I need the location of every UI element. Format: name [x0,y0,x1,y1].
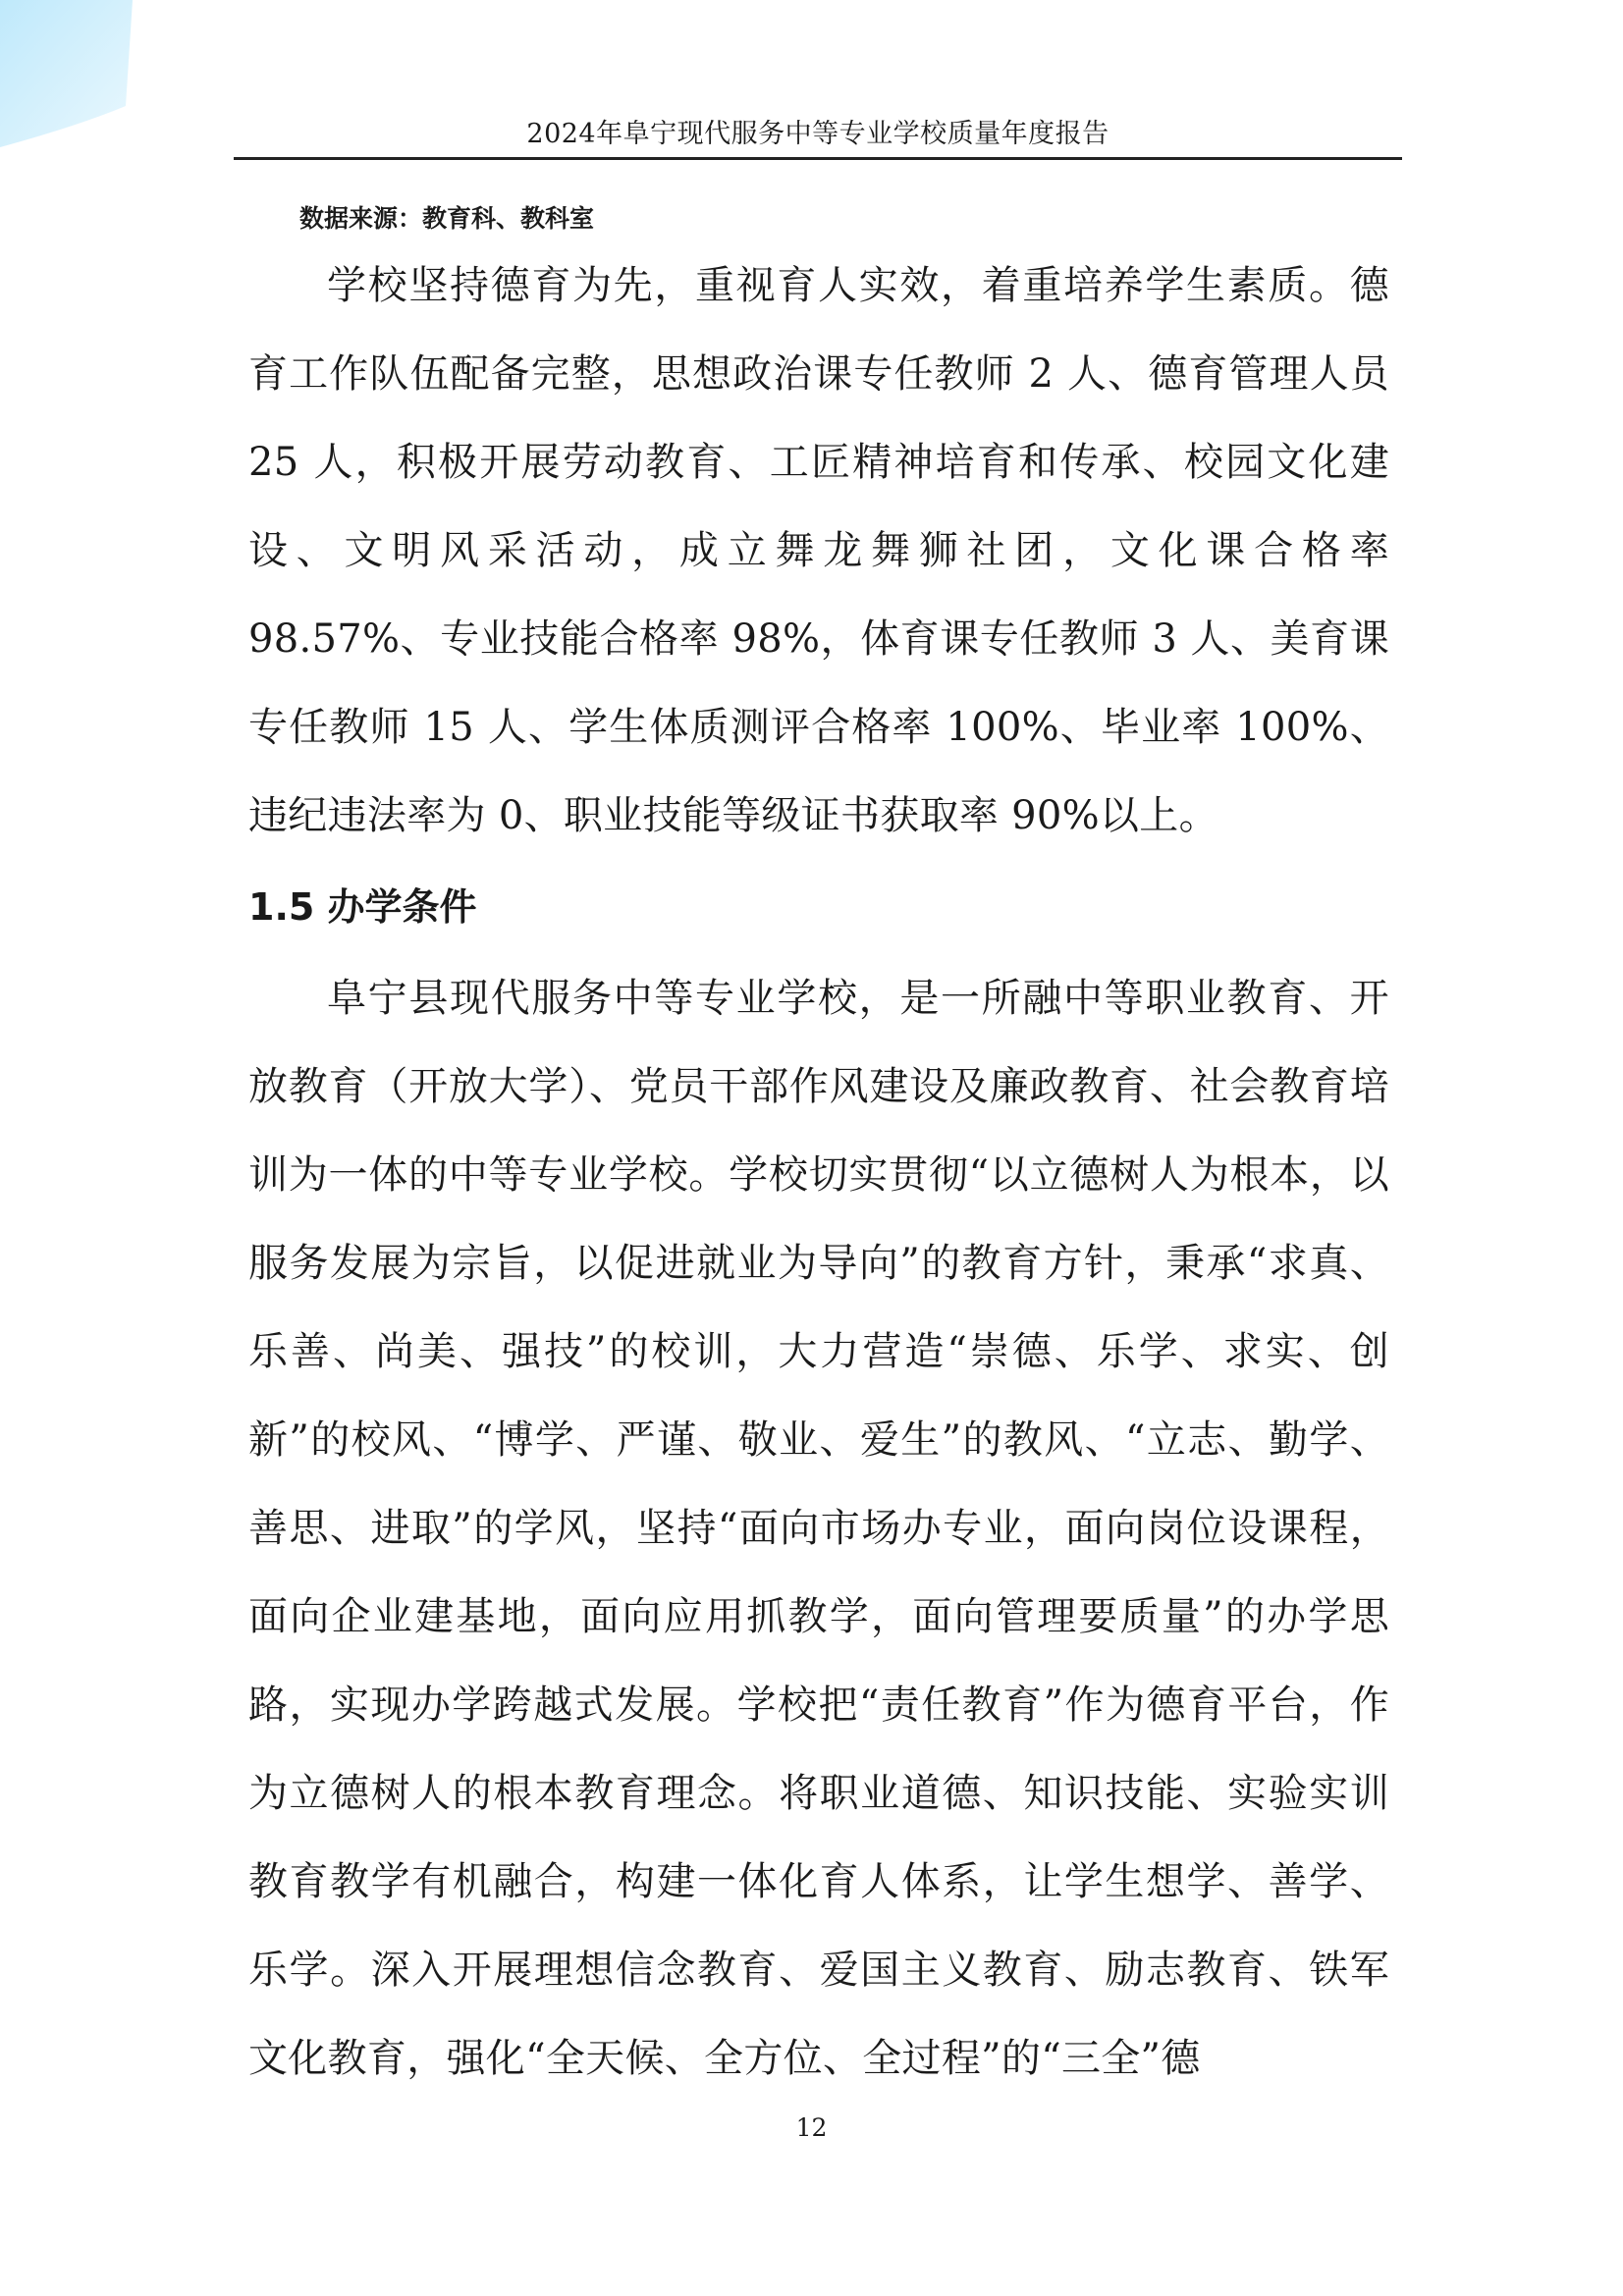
school-conditions-paragraph: 阜宁县现代服务中等专业学校，是一所融中等职业教育、开放教育（开放大学）、党员干部作风建设及廉政教育、社会教育培训为一体的中等专业学校。学校切实贯彻“以立德树人为根本，以服务发展为宗旨，以促进就业为导向”的教育方针，秉承“求真、乐善、尚美、强技”的校训，大力营造“崇德、乐学、求实、创新”的校风、“博学、严谨、敬业、爱生”的教风、“立志、勤学、善思、进取”的学风，坚持“面向市场办专业，面向岗位设课程，面向企业建基地，面向应用抓教学，面向管理要质量”的办学思路，实现办学跨越式发展。学校把“责任教育”作为德育平台，作为立德树人的根本教育理念。将职业道德、知识技能、实验实训教育教学有机融合，构建一体化育人体系，让学生想学、善学、乐学。深入开展理想信念教育、爱国主义教育、励志教育、铁军文化教育，强化“全天候、全方位、全过程”的“三全”德 [248,976,1389,2081]
header-rule [234,157,1402,160]
data-source-note: 数据来源：教育科、教科室 [299,204,595,233]
moral-education-paragraph: 学校坚持德育为先，重视育人实效，着重培养学生素质。德育工作队伍配备完整，思想政治课专任教师 2 人、德育管理人员 25 人，积极开展劳动教育、工匠精神培育和传承、校园文化建设、文明风采活动，成立舞龙舞狮社团，文化课合格率 98.57%、专业技能合格率 98%，体育课专任教师 3 人、美育课专任教师 15 人、学生体质测评合格率 100%、毕业率 100%、违纪违法率为 0、职业技能等级证书获取率 90%以上。 [248,263,1389,838]
corner-decoration [0,0,137,157]
page-number: 12 [795,2113,828,2142]
page-body [248,241,1389,2103]
section-heading: 1.5 办学条件 [248,885,477,929]
page-header-title: 2024年阜宁现代服务中等专业学校质量年度报告 [526,119,1109,149]
